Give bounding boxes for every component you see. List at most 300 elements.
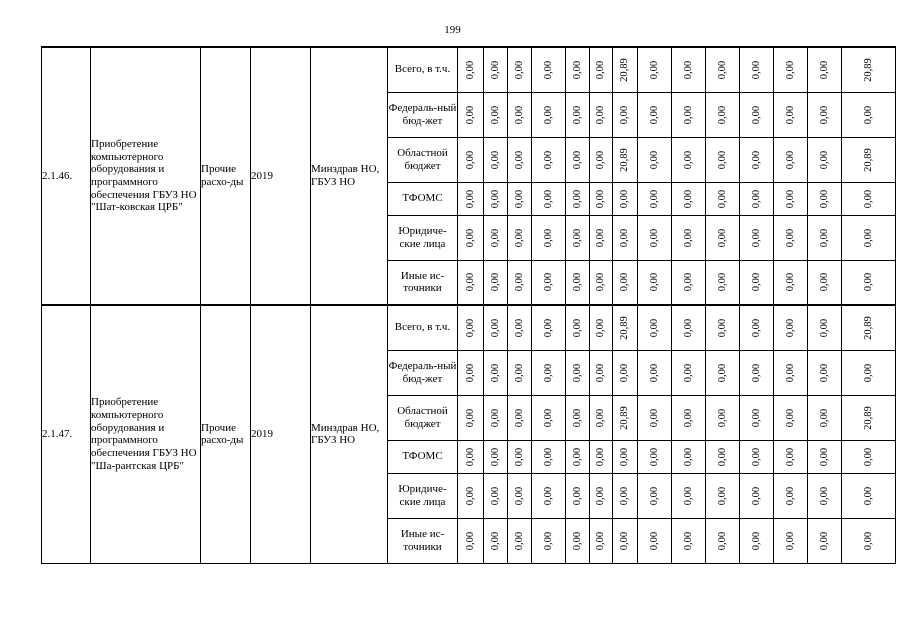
value-cell	[740, 92, 774, 137]
value-text: 0,00	[750, 447, 762, 466]
value-cell	[740, 473, 774, 518]
value-text: 0,00	[750, 228, 762, 247]
value-text: 0,00	[784, 273, 796, 292]
value-cell	[740, 137, 774, 182]
value-text: 0,00	[862, 105, 874, 124]
value-text: 0,00	[784, 189, 796, 208]
value-cell	[672, 47, 706, 92]
funding-source-label: Иные ис-точники	[388, 260, 458, 305]
item-year: 2019	[251, 305, 311, 563]
value-cell	[484, 47, 508, 92]
value-text: 0,00	[682, 363, 694, 382]
value-cell	[613, 305, 638, 350]
value-cell	[484, 92, 508, 137]
value-text: 0,00	[818, 273, 830, 292]
value-cell	[638, 215, 672, 260]
value-text: 0,00	[571, 531, 583, 550]
value-cell	[484, 260, 508, 305]
value-cell	[590, 215, 613, 260]
value-cell	[532, 305, 566, 350]
value-cell	[566, 137, 590, 182]
value-text: 0,00	[489, 105, 501, 124]
value-text: 0,00	[489, 363, 501, 382]
value-text: 0,00	[648, 447, 660, 466]
value-cell	[808, 473, 842, 518]
value-text: 0,00	[542, 486, 554, 505]
value-text: 0,00	[571, 189, 583, 208]
value-text: 0,00	[750, 363, 762, 382]
value-cell	[508, 473, 532, 518]
table-body	[42, 47, 896, 563]
value-text: 0,00	[862, 189, 874, 208]
value-cell	[774, 473, 808, 518]
item-number: 2.1.47.	[42, 305, 91, 563]
funding-source-label: Юридиче-ские лица	[388, 215, 458, 260]
value-cell	[508, 137, 532, 182]
value-cell	[590, 47, 613, 92]
value-cell	[740, 182, 774, 215]
value-cell	[672, 518, 706, 563]
value-text: 0,00	[784, 150, 796, 169]
value-cell	[532, 350, 566, 395]
value-cell	[808, 260, 842, 305]
value-cell	[590, 182, 613, 215]
value-text: 20,89	[618, 57, 630, 82]
value-text: 0,00	[648, 150, 660, 169]
value-text: 0,00	[513, 105, 525, 124]
value-text: 0,00	[818, 531, 830, 550]
value-text: 0,00	[571, 228, 583, 247]
funding-source-label: ТФОМС	[388, 440, 458, 473]
value-cell	[532, 440, 566, 473]
value-cell	[774, 395, 808, 440]
value-cell	[638, 518, 672, 563]
value-text: 0,00	[648, 531, 660, 550]
value-cell	[508, 182, 532, 215]
value-text: 0,00	[594, 363, 606, 382]
item-executor: Минздрав НО, ГБУЗ НО	[311, 47, 388, 305]
value-text: 0,00	[489, 150, 501, 169]
value-cell	[566, 92, 590, 137]
value-text: 0,00	[594, 486, 606, 505]
value-cell	[484, 473, 508, 518]
value-text: 0,00	[571, 273, 583, 292]
value-text: 0,00	[750, 318, 762, 337]
funding-source-label: Иные ис-точники	[388, 518, 458, 563]
value-cell	[808, 215, 842, 260]
value-text: 20,89	[618, 405, 630, 430]
value-text: 0,00	[784, 105, 796, 124]
value-cell	[458, 350, 484, 395]
value-cell	[808, 137, 842, 182]
value-text: 0,00	[594, 273, 606, 292]
expense-category: Прочие расхо-ды	[201, 47, 251, 305]
value-cell	[638, 395, 672, 440]
value-cell	[842, 47, 896, 92]
value-text: 0,00	[594, 228, 606, 247]
value-cell	[638, 47, 672, 92]
value-text: 0,00	[571, 60, 583, 79]
value-cell	[613, 395, 638, 440]
value-cell	[706, 260, 740, 305]
value-text: 0,00	[716, 189, 728, 208]
value-text: 0,00	[818, 105, 830, 124]
value-cell	[672, 305, 706, 350]
value-text: 0,00	[594, 189, 606, 208]
table-row	[42, 305, 896, 350]
value-text: 0,00	[862, 447, 874, 466]
value-cell	[808, 182, 842, 215]
value-cell	[808, 47, 842, 92]
value-cell	[532, 473, 566, 518]
value-text: 0,00	[594, 318, 606, 337]
value-text: 0,00	[618, 228, 630, 247]
value-cell	[484, 350, 508, 395]
value-cell	[508, 440, 532, 473]
value-text: 0,00	[682, 60, 694, 79]
value-text: 0,00	[648, 318, 660, 337]
value-text: 0,00	[818, 486, 830, 505]
value-cell	[458, 182, 484, 215]
value-cell	[566, 350, 590, 395]
funding-source-label: Всего, в т.ч.	[388, 47, 458, 92]
value-text: 0,00	[818, 408, 830, 427]
value-text: 0,00	[542, 408, 554, 427]
value-text: 0,00	[648, 228, 660, 247]
value-text: 0,00	[716, 447, 728, 466]
value-text: 0,00	[464, 447, 476, 466]
value-cell	[808, 350, 842, 395]
value-cell	[706, 440, 740, 473]
value-cell	[672, 440, 706, 473]
value-text: 0,00	[464, 318, 476, 337]
value-cell	[808, 305, 842, 350]
value-text: 0,00	[784, 60, 796, 79]
value-text: 0,00	[489, 531, 501, 550]
funding-source-label: Всего, в т.ч.	[388, 305, 458, 350]
value-text: 0,00	[489, 447, 501, 466]
value-text: 0,00	[716, 318, 728, 337]
value-text: 0,00	[489, 486, 501, 505]
value-cell	[808, 395, 842, 440]
funding-source-label: Юридиче-ские лица	[388, 473, 458, 518]
value-cell	[508, 215, 532, 260]
item-number: 2.1.46.	[42, 47, 91, 305]
value-text: 0,00	[464, 486, 476, 505]
value-text: 0,00	[682, 318, 694, 337]
value-cell	[672, 350, 706, 395]
value-cell	[774, 137, 808, 182]
value-text: 20,89	[618, 315, 630, 340]
value-text: 0,00	[784, 531, 796, 550]
value-cell	[508, 47, 532, 92]
value-cell	[484, 395, 508, 440]
value-cell	[842, 137, 896, 182]
value-text: 0,00	[784, 363, 796, 382]
value-text: 0,00	[594, 105, 606, 124]
value-text: 0,00	[818, 150, 830, 169]
value-text: 0,00	[542, 228, 554, 247]
value-cell	[613, 182, 638, 215]
value-cell	[484, 215, 508, 260]
value-cell	[638, 92, 672, 137]
value-cell	[590, 305, 613, 350]
value-text: 0,00	[513, 60, 525, 79]
value-text: 0,00	[618, 273, 630, 292]
funding-source-label: ТФОМС	[388, 182, 458, 215]
value-cell	[613, 92, 638, 137]
value-cell	[808, 92, 842, 137]
value-text: 0,00	[750, 486, 762, 505]
value-text: 0,00	[618, 447, 630, 466]
value-cell	[842, 440, 896, 473]
value-cell	[590, 518, 613, 563]
value-text: 0,00	[784, 486, 796, 505]
value-text: 0,00	[571, 150, 583, 169]
value-cell	[613, 440, 638, 473]
value-text: 0,00	[618, 105, 630, 124]
value-text: 0,00	[513, 531, 525, 550]
value-text: 0,00	[716, 531, 728, 550]
value-text: 0,00	[682, 105, 694, 124]
item-executor: Минздрав НО, ГБУЗ НО	[311, 305, 388, 563]
value-text: 0,00	[542, 363, 554, 382]
value-cell	[566, 305, 590, 350]
value-cell	[706, 47, 740, 92]
value-cell	[672, 215, 706, 260]
value-text: 0,00	[862, 531, 874, 550]
value-cell	[638, 182, 672, 215]
value-cell	[508, 395, 532, 440]
value-cell	[458, 92, 484, 137]
value-text: 0,00	[648, 60, 660, 79]
value-text: 0,00	[618, 189, 630, 208]
value-text: 0,00	[682, 150, 694, 169]
value-text: 0,00	[513, 363, 525, 382]
value-cell	[458, 260, 484, 305]
value-cell	[590, 440, 613, 473]
value-text: 0,00	[716, 363, 728, 382]
value-cell	[842, 395, 896, 440]
value-cell	[566, 518, 590, 563]
value-text: 0,00	[648, 189, 660, 208]
value-text: 0,00	[542, 273, 554, 292]
value-cell	[706, 350, 740, 395]
value-text: 0,00	[489, 60, 501, 79]
value-cell	[638, 260, 672, 305]
value-cell	[508, 518, 532, 563]
value-cell	[842, 305, 896, 350]
value-cell	[638, 305, 672, 350]
value-cell	[458, 47, 484, 92]
value-cell	[706, 215, 740, 260]
value-cell	[566, 473, 590, 518]
value-text: 0,00	[648, 273, 660, 292]
value-text: 0,00	[571, 105, 583, 124]
value-cell	[740, 305, 774, 350]
value-text: 0,00	[648, 105, 660, 124]
value-cell	[706, 518, 740, 563]
value-text: 0,00	[682, 189, 694, 208]
value-cell	[566, 260, 590, 305]
value-text: 0,00	[750, 105, 762, 124]
value-text: 0,00	[489, 189, 501, 208]
value-cell	[740, 47, 774, 92]
value-text: 0,00	[618, 486, 630, 505]
value-text: 0,00	[784, 408, 796, 427]
value-text: 0,00	[464, 228, 476, 247]
value-cell	[774, 47, 808, 92]
value-cell	[484, 440, 508, 473]
funding-source-label: Областной бюджет	[388, 137, 458, 182]
value-cell	[458, 137, 484, 182]
value-cell	[566, 395, 590, 440]
value-cell	[532, 92, 566, 137]
value-text: 0,00	[542, 531, 554, 550]
value-text: 0,00	[818, 228, 830, 247]
value-text: 0,00	[594, 447, 606, 466]
value-cell	[706, 137, 740, 182]
value-text: 0,00	[648, 363, 660, 382]
value-text: 0,00	[750, 189, 762, 208]
value-text: 0,00	[818, 447, 830, 466]
value-cell	[774, 92, 808, 137]
value-cell	[613, 47, 638, 92]
value-text: 0,00	[464, 60, 476, 79]
value-text: 0,00	[750, 531, 762, 550]
value-text: 0,00	[571, 318, 583, 337]
value-text: 0,00	[716, 408, 728, 427]
value-text: 0,00	[862, 486, 874, 505]
value-text: 0,00	[542, 60, 554, 79]
value-cell	[774, 440, 808, 473]
value-cell	[740, 215, 774, 260]
value-text: 20,89	[862, 147, 874, 172]
value-cell	[638, 350, 672, 395]
value-cell	[590, 92, 613, 137]
value-cell	[458, 215, 484, 260]
funding-source-label: Областной бюджет	[388, 395, 458, 440]
value-text: 0,00	[513, 486, 525, 505]
value-text: 0,00	[594, 60, 606, 79]
value-cell	[638, 137, 672, 182]
value-text: 0,00	[682, 486, 694, 505]
value-text: 0,00	[464, 531, 476, 550]
value-text: 0,00	[513, 189, 525, 208]
value-text: 0,00	[513, 273, 525, 292]
value-text: 0,00	[716, 273, 728, 292]
value-text: 0,00	[542, 318, 554, 337]
value-text: 20,89	[862, 405, 874, 430]
value-text: 0,00	[489, 228, 501, 247]
value-text: 0,00	[618, 363, 630, 382]
value-cell	[508, 92, 532, 137]
value-text: 0,00	[818, 318, 830, 337]
value-cell	[458, 440, 484, 473]
value-cell	[740, 440, 774, 473]
expense-category: Прочие расхо-ды	[201, 305, 251, 563]
value-cell	[508, 305, 532, 350]
value-text: 0,00	[513, 150, 525, 169]
value-cell	[484, 182, 508, 215]
value-cell	[590, 260, 613, 305]
value-text: 0,00	[750, 60, 762, 79]
value-cell	[484, 518, 508, 563]
value-text: 0,00	[571, 408, 583, 427]
value-cell	[672, 182, 706, 215]
value-cell	[484, 305, 508, 350]
value-cell	[532, 395, 566, 440]
value-cell	[590, 473, 613, 518]
value-text: 0,00	[818, 189, 830, 208]
value-cell	[808, 440, 842, 473]
value-cell	[672, 260, 706, 305]
value-cell	[458, 395, 484, 440]
value-text: 20,89	[618, 147, 630, 172]
value-text: 0,00	[862, 228, 874, 247]
value-text: 0,00	[464, 408, 476, 427]
value-text: 0,00	[682, 531, 694, 550]
value-cell	[706, 182, 740, 215]
value-cell	[774, 182, 808, 215]
value-text: 0,00	[571, 447, 583, 466]
page-number: 199	[444, 24, 461, 36]
value-text: 0,00	[716, 486, 728, 505]
value-cell	[774, 305, 808, 350]
budget-table	[41, 46, 896, 564]
value-cell	[740, 518, 774, 563]
value-cell	[458, 305, 484, 350]
value-text: 0,00	[594, 531, 606, 550]
value-cell	[774, 518, 808, 563]
value-text: 0,00	[750, 408, 762, 427]
value-cell	[842, 182, 896, 215]
value-text: 0,00	[513, 318, 525, 337]
value-cell	[706, 305, 740, 350]
value-text: 0,00	[571, 486, 583, 505]
value-cell	[774, 215, 808, 260]
value-cell	[706, 395, 740, 440]
value-cell	[740, 260, 774, 305]
value-cell	[566, 215, 590, 260]
value-text: 0,00	[464, 363, 476, 382]
value-text: 0,00	[464, 189, 476, 208]
value-text: 0,00	[489, 408, 501, 427]
value-cell	[613, 350, 638, 395]
value-text: 0,00	[682, 447, 694, 466]
value-text: 0,00	[682, 273, 694, 292]
value-cell	[613, 260, 638, 305]
table-row	[42, 47, 896, 92]
value-cell	[590, 350, 613, 395]
value-cell	[532, 182, 566, 215]
value-cell	[638, 440, 672, 473]
value-cell	[842, 260, 896, 305]
value-text: 0,00	[716, 228, 728, 247]
value-text: 0,00	[594, 150, 606, 169]
value-text: 0,00	[682, 228, 694, 247]
value-text: 0,00	[716, 60, 728, 79]
item-name: Приобретение компьютерного оборудования и программного обеспечения ГБУЗ НО "Шат-ковская ЦРБ"	[91, 47, 201, 305]
value-cell	[532, 47, 566, 92]
value-cell	[740, 395, 774, 440]
value-text: 0,00	[784, 447, 796, 466]
value-text: 0,00	[716, 150, 728, 169]
value-cell	[842, 350, 896, 395]
value-cell	[566, 440, 590, 473]
value-text: 0,00	[594, 408, 606, 427]
value-cell	[613, 518, 638, 563]
